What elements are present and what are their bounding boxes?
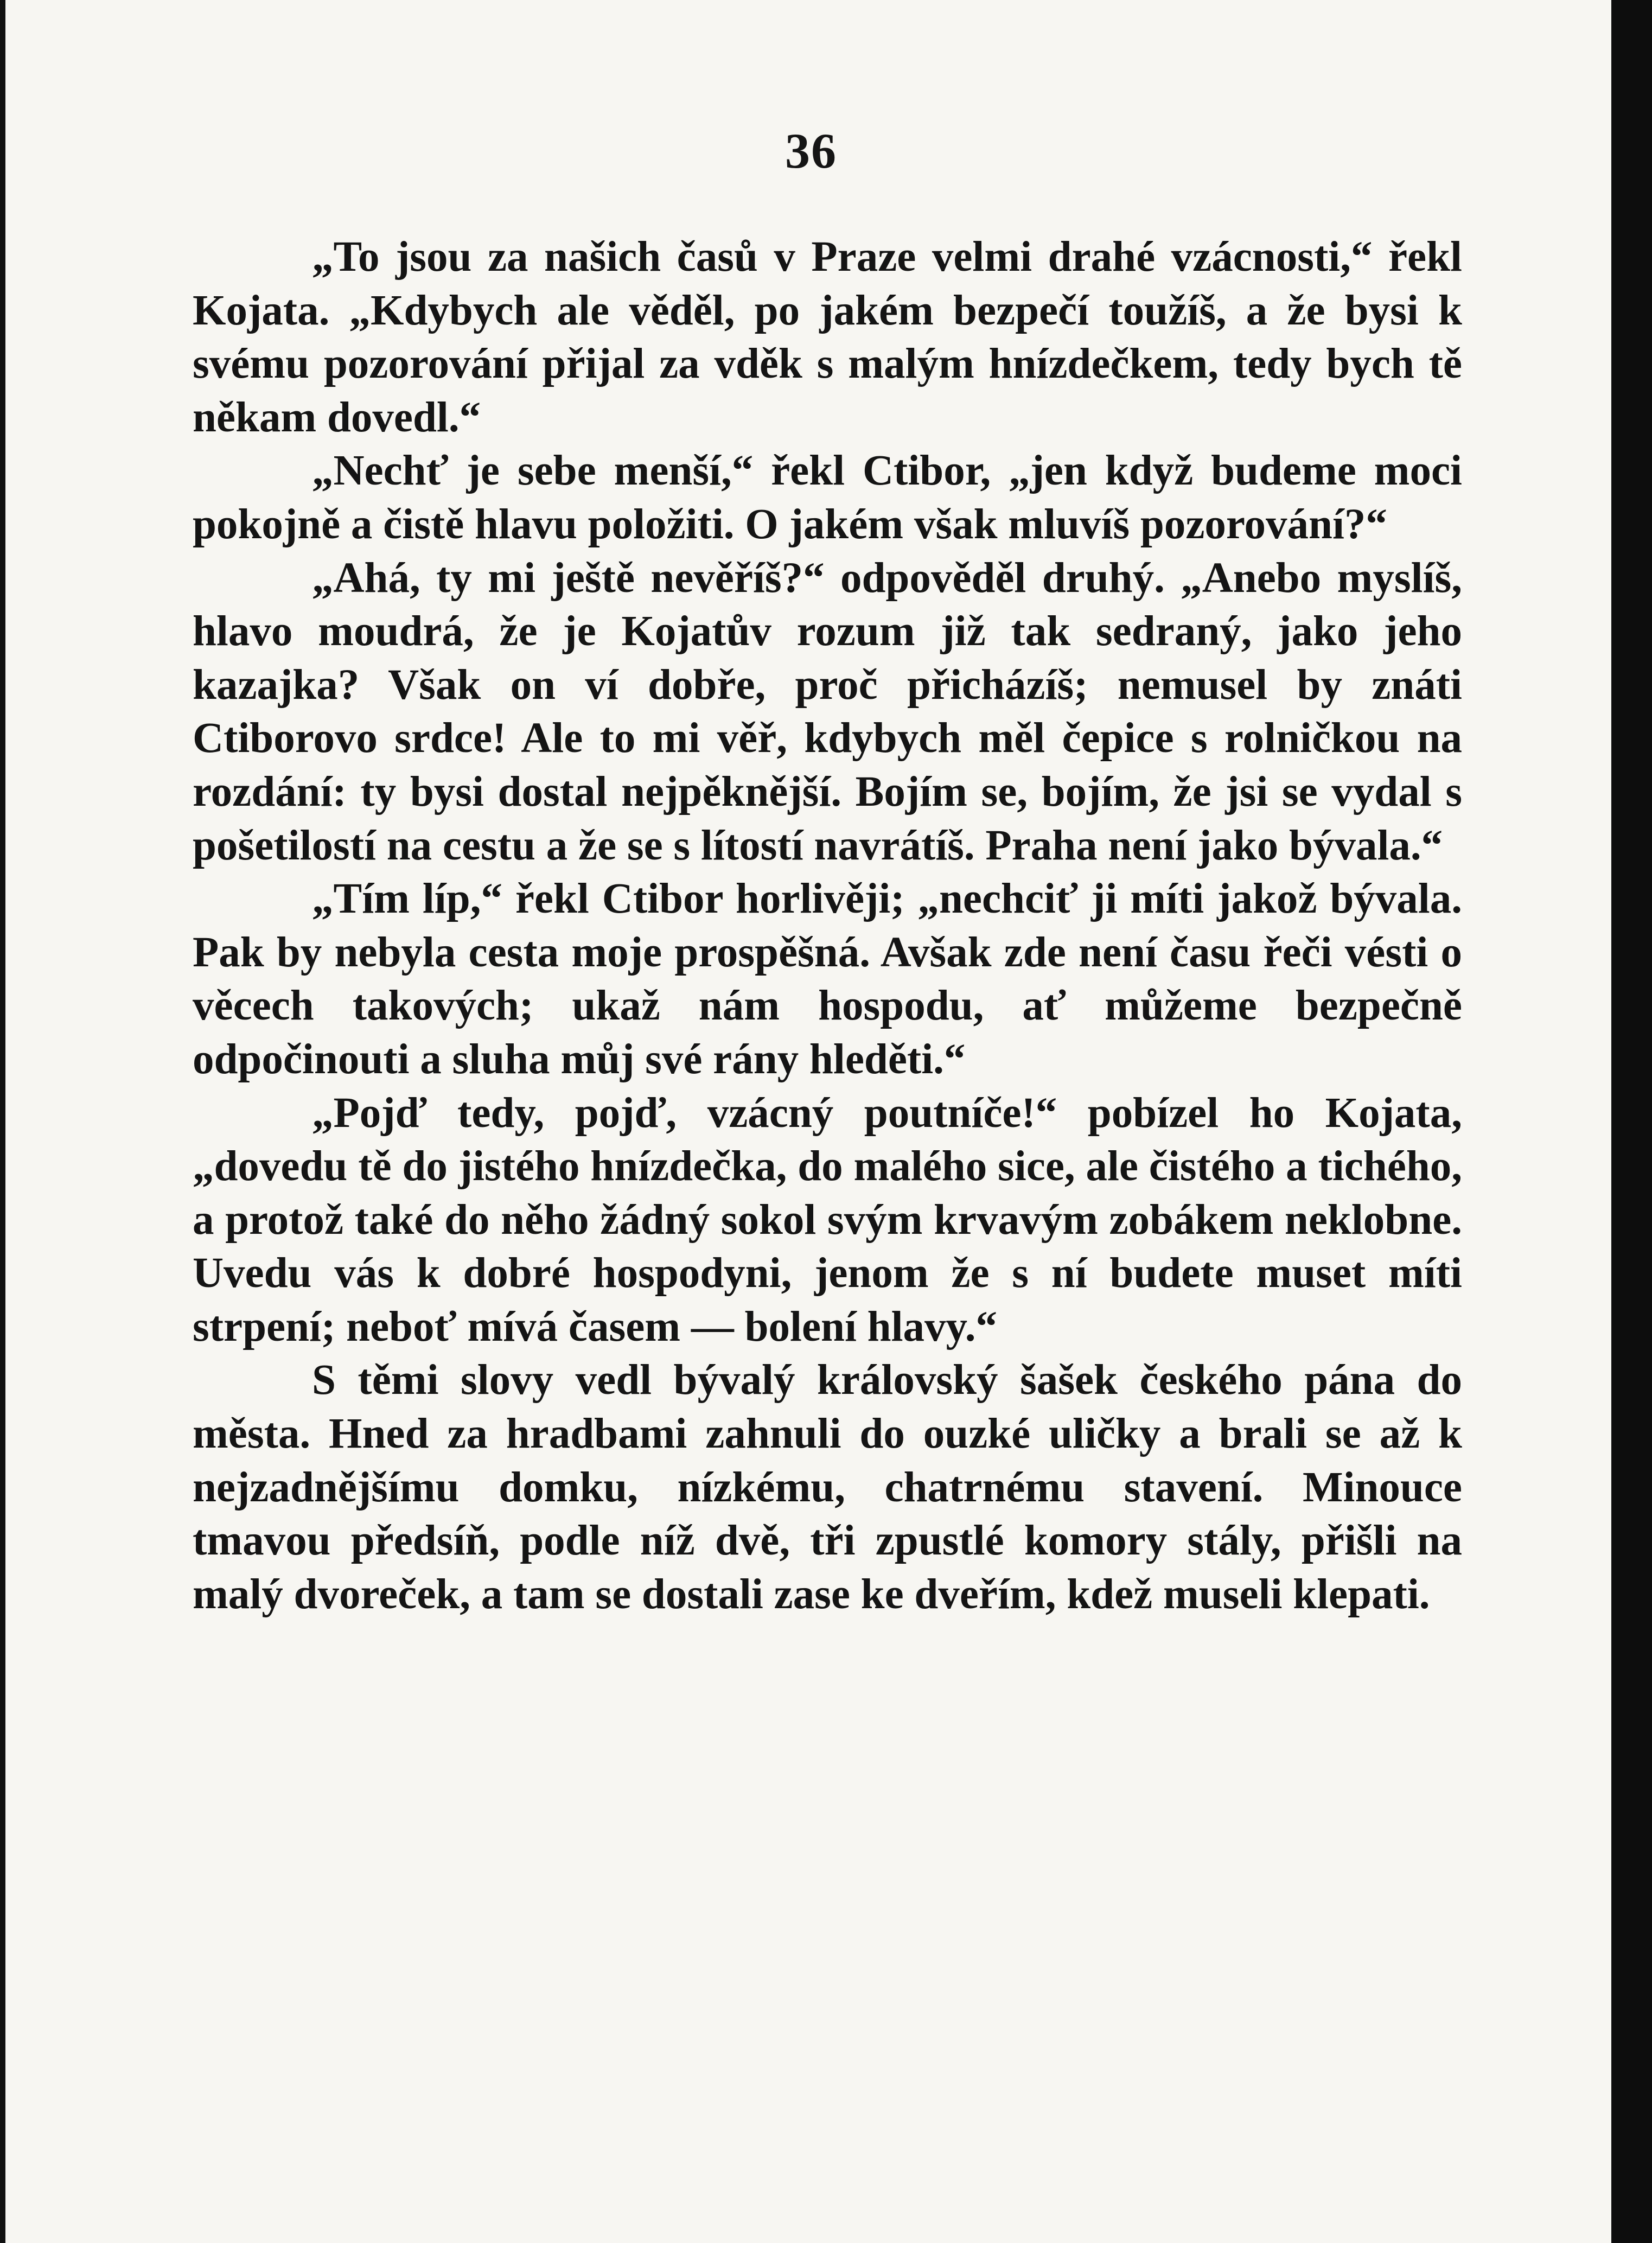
paragraph: „Ahá, ty mi ještě nevěříš?“ odpověděl druhý. „Anebo myslíš, hlavo moudrá, že je Kojatův rozum již tak sedraný, jako jeho kazajka? Však on ví dobře, proč přicházíš; nemusel by znáti Ctiborovo srdce! Ale to mi věř, kdybych měl čepice s rolničkou na rozdání: ty bysi dostal nejpěknější. Bojím se, bojím, že jsi se vydal s pošetilostí na cestu a že se s lítostí navrátíš. Praha není jako bývala.“ (193, 554, 1462, 869)
paragraph: „Tím líp,“ řekl Ctibor horlivěji; „nechciť ji míti jakož bývala. Pak by nebyla cesta moje prospěšná. Avšak zde není času řeči vésti o věcech takových; ukaž nám hospodu, ať můžeme bezpečně odpočinouti a sluha můj své rány hleděti.“ (193, 875, 1462, 1083)
body-text (193, 231, 1462, 1621)
paragraph: S těmi slovy vedl bývalý královský šašek českého pána do města. Hned za hradbami zahnuli do ouzké uličky a brali se až k nejzadnějšímu domku, nízkému, chatrnému stavení. Minouce tmavou předsíň, podle níž dvě, tři zpustlé komory stály, přišli na malý dvoreček, a tam se dostali zase ke dveřím, kdež museli klepati. (193, 1356, 1462, 1618)
paragraph: „Nechť je sebe menší,“ řekl Ctibor, „jen když budeme moci pokojně a čistě hlavu položiti. O jakém však mluvíš pozorování?“ (193, 447, 1462, 548)
page-number: 36 (785, 123, 837, 179)
page-edge-shadow (1611, 0, 1652, 2243)
paragraph: „To jsou za našich časů v Praze velmi drahé vzácnosti,“ řekl Kojata. „Kdybych ale věděl, po jakém bezpečí toužíš, a že bysi k svému pozorování přijal za vděk s malým hnízdečkem, tedy bych tě někam dovedl.“ (193, 233, 1462, 441)
paragraph: „Pojď tedy, pojď, vzácný poutníče!“ pobízel ho Kojata, „dovedu tě do jistého hnízdečka, do malého sice, ale čistého a tichého, a protož také do něho žádný sokol svým krvavým zobákem neklobne. Uvedu vás k dobré hospodyni, jenom že s ní budete muset míti strpení; neboť mívá časem — bolení hlavy.“ (193, 1089, 1462, 1350)
